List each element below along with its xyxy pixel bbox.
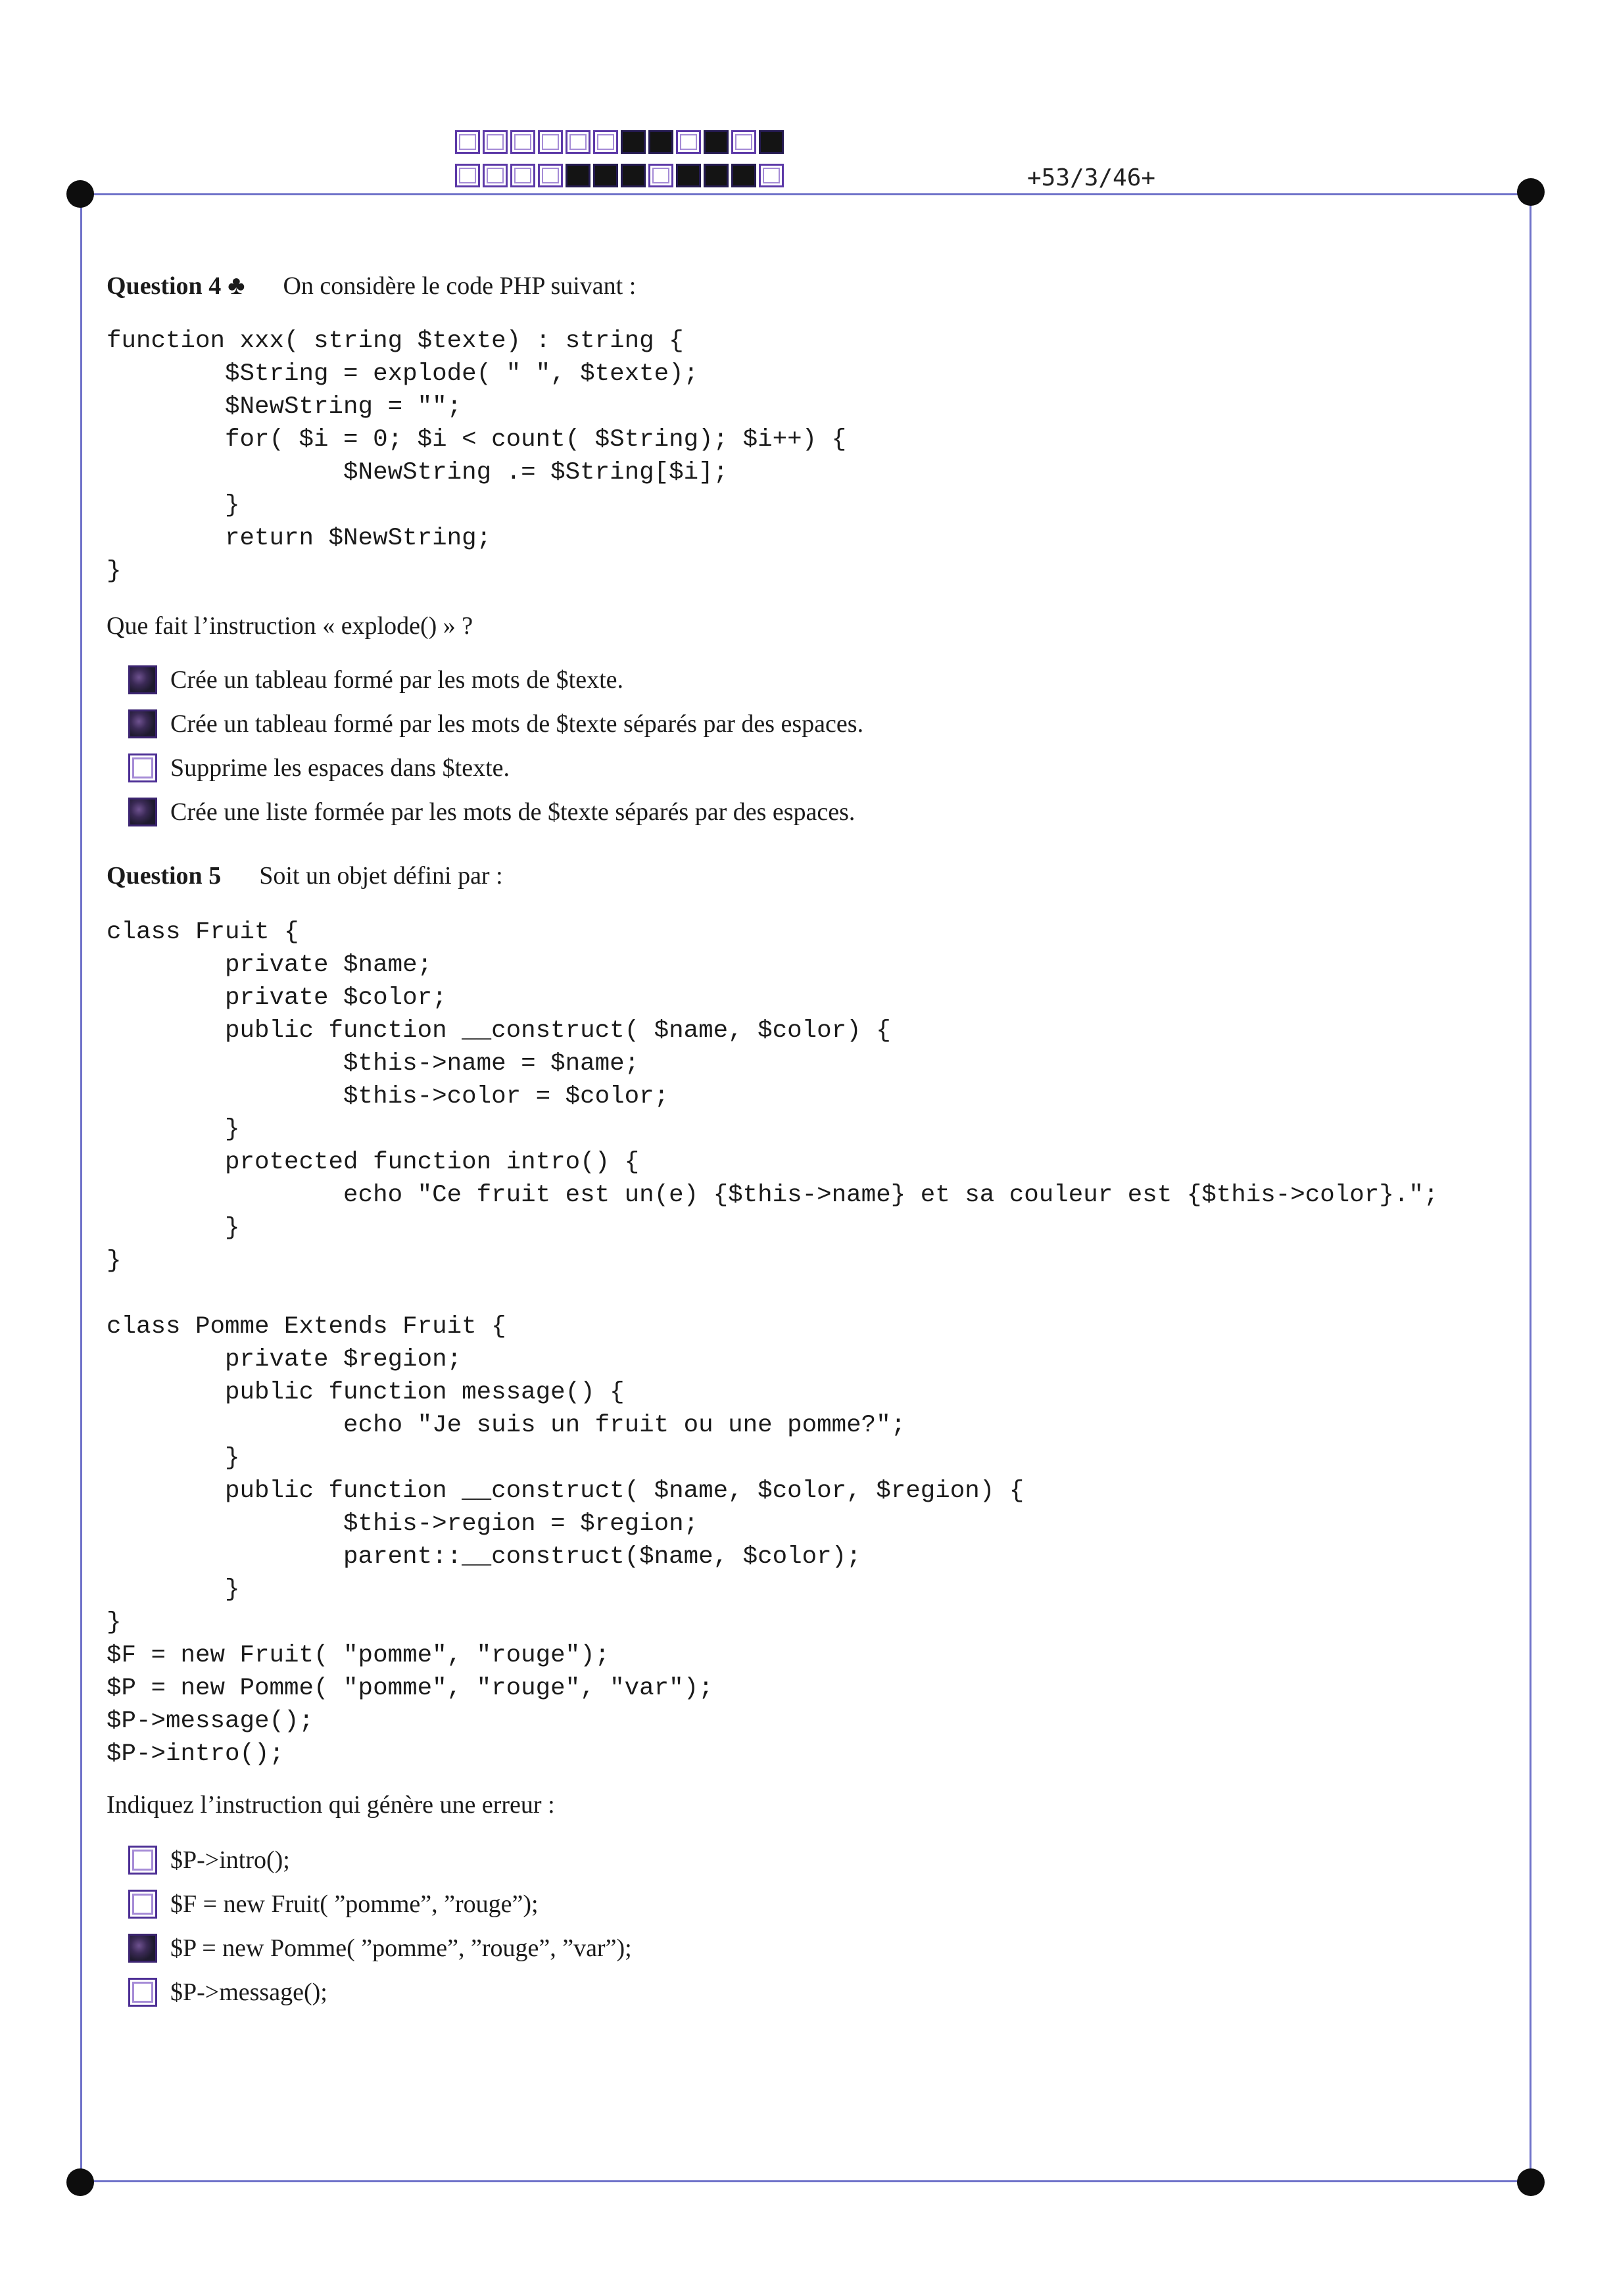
barcode-bit bbox=[676, 164, 701, 187]
barcode-bit bbox=[483, 164, 508, 187]
answer-label: Crée une liste formée par les mots de $texte séparés par des espaces. bbox=[170, 798, 856, 826]
empty-checkbox[interactable] bbox=[128, 753, 157, 782]
empty-checkbox[interactable] bbox=[128, 1846, 157, 1875]
barcode-bit bbox=[593, 164, 618, 187]
answer-label: $P->message(); bbox=[170, 1978, 327, 2006]
barcode-bit bbox=[676, 130, 701, 154]
corner-marker-top-right bbox=[1517, 178, 1545, 206]
frame-bottom-line bbox=[80, 2180, 1532, 2182]
answer-label: $P = new Pomme( ”pomme”, ”rouge”, ”var”); bbox=[170, 1934, 632, 1962]
corner-marker-bottom-right bbox=[1517, 2168, 1545, 2196]
question-5-prompt: Indiquez l’instruction qui génère une erreur : bbox=[107, 1791, 555, 1819]
answer-label: $F = new Fruit( ”pomme”, ”rouge”); bbox=[170, 1890, 539, 1918]
frame-top-line bbox=[80, 193, 1532, 195]
barcode-bit bbox=[455, 130, 480, 154]
frame-left-line bbox=[80, 193, 82, 2182]
answer-option[interactable] bbox=[128, 1926, 632, 1970]
question-5-intro: Soit un objet défini par : bbox=[259, 862, 503, 890]
barcode-bit bbox=[759, 130, 784, 154]
barcode-bit bbox=[510, 164, 535, 187]
answer-label: Crée un tableau formé par les mots de $texte séparés par des espaces. bbox=[170, 709, 864, 738]
barcode-bit bbox=[593, 130, 618, 154]
corner-marker-bottom-left bbox=[66, 2168, 94, 2196]
checked-checkbox[interactable] bbox=[128, 1934, 157, 1963]
barcode-bit bbox=[510, 130, 535, 154]
question-5-answers bbox=[128, 1838, 632, 2014]
barcode-bit bbox=[566, 130, 591, 154]
barcode-bit bbox=[759, 164, 784, 187]
barcode-bit bbox=[455, 164, 480, 187]
question-5-title: Question 5 bbox=[107, 862, 222, 890]
barcode-bit bbox=[621, 164, 646, 187]
frame-right-line bbox=[1530, 193, 1531, 2182]
question-4-intro: On considère le code PHP suivant : bbox=[283, 272, 637, 300]
question-4-header bbox=[107, 270, 636, 302]
multiple-answers-club-icon: ♣ bbox=[228, 270, 245, 300]
question-5-header bbox=[107, 861, 503, 892]
barcode-bit bbox=[731, 164, 756, 187]
page-code: +53/3/46+ bbox=[1027, 164, 1156, 191]
answer-option[interactable] bbox=[128, 1970, 632, 2014]
question-5-code: class Fruit { private $name; private $color; public function __construct( $name, $color) { $this->name = $name; $this->color = $color; } protected function intro() { echo "Ce fruit est un(e) {$this->name} et sa couleur est {$this->color}."; } } class Pomme Extends Fruit { private $region; public function message() { echo "Je suis un fruit ou une pomme?"; } public function __construct( $name, $color, $region) { $this->region = $region; parent::__construct($name, $color); } } $F = new Fruit( "pomme", "rouge"); $P = new Pomme( "pomme", "rouge", "var"); $P->message(); $P->intro(); bbox=[107, 919, 1439, 1768]
empty-checkbox[interactable] bbox=[128, 1978, 157, 2007]
answer-label: Supprime les espaces dans $texte. bbox=[170, 753, 510, 782]
answer-label: Crée un tableau formé par les mots de $texte. bbox=[170, 665, 624, 694]
barcode-bit bbox=[648, 164, 673, 187]
answer-option[interactable] bbox=[128, 658, 863, 702]
answer-option[interactable] bbox=[128, 746, 863, 790]
barcode-row-bottom bbox=[455, 164, 784, 187]
question-4-answers bbox=[128, 658, 863, 834]
barcode-row-top bbox=[455, 130, 784, 154]
barcode-bit bbox=[731, 130, 756, 154]
barcode-bit bbox=[483, 130, 508, 154]
barcode-bit bbox=[538, 164, 563, 187]
barcode-bit bbox=[704, 130, 729, 154]
answer-option[interactable] bbox=[128, 702, 863, 746]
answer-label: $P->intro(); bbox=[170, 1846, 290, 1874]
checked-checkbox[interactable] bbox=[128, 665, 157, 694]
question-4-prompt: Que fait l’instruction « explode() » ? bbox=[107, 612, 473, 640]
barcode-bit bbox=[538, 130, 563, 154]
barcode-bit bbox=[566, 164, 591, 187]
answer-option[interactable] bbox=[128, 1838, 632, 1882]
answer-option[interactable] bbox=[128, 790, 863, 834]
answer-option[interactable] bbox=[128, 1882, 632, 1926]
barcode-bit bbox=[648, 130, 673, 154]
empty-checkbox[interactable] bbox=[128, 1890, 157, 1919]
question-4-code: function xxx( string $texte) : string { $String = explode( " ", $texte); $NewString = ""; for( $i = 0; $i < count( $String); $i++) { $NewString .= $String[$i]; } return $NewString; } bbox=[107, 327, 847, 585]
question-4-title: Question 4 ♣ bbox=[107, 270, 245, 300]
barcode-bit bbox=[621, 130, 646, 154]
barcode-bit bbox=[704, 164, 729, 187]
checked-checkbox[interactable] bbox=[128, 709, 157, 738]
corner-marker-top-left bbox=[66, 180, 94, 208]
checked-checkbox[interactable] bbox=[128, 798, 157, 826]
